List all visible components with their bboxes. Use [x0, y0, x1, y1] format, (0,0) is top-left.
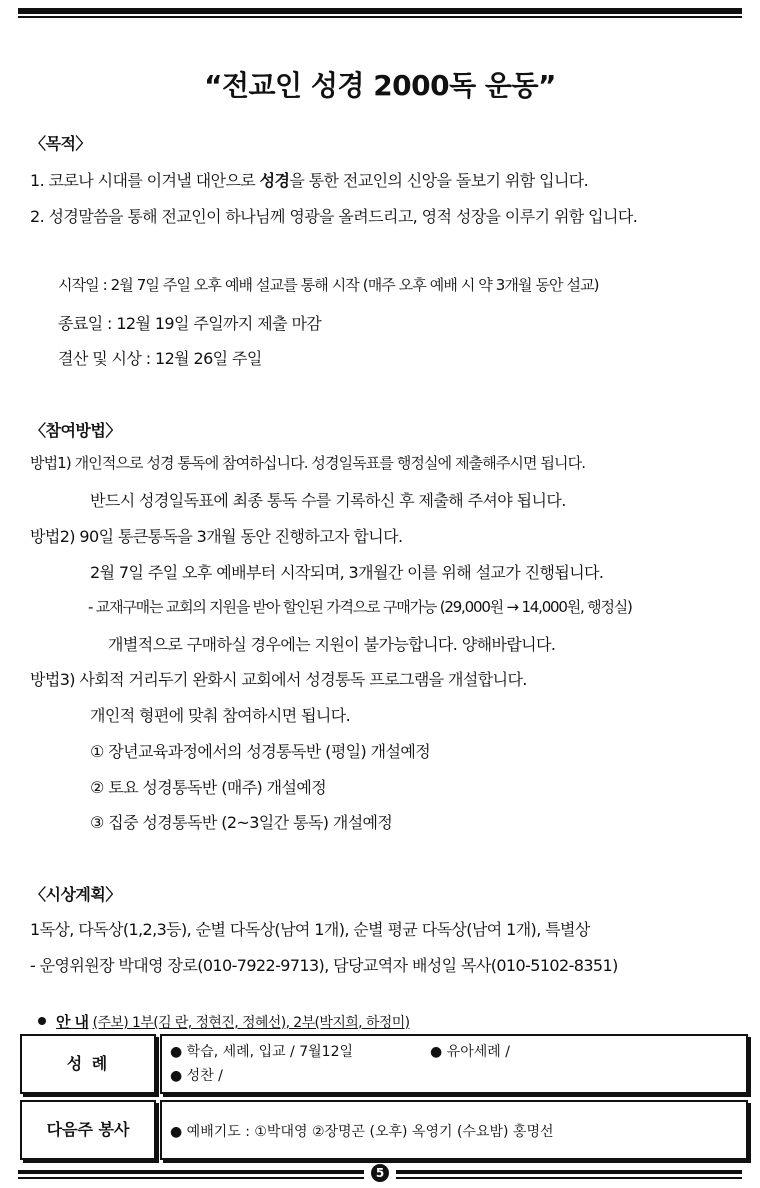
method-3-item: ① 장년교육과정에서의 성경통독반 (평일) 개설예정 [90, 742, 431, 761]
sacrament-label-box [20, 1034, 156, 1094]
method-heading: 〈참여방법〉 [30, 421, 121, 440]
method-1: 방법1) 개인적으로 성경 통독에 참여하십니다. 성경일독표를 행정실에 제출해주시면 됩니다. [30, 454, 586, 472]
awards-line-1: 1독상, 다독상(1,2,3등), 순별 다독상(남여 1개), 순별 평균 다독상(남여 1개), 특별상 [30, 920, 590, 939]
sacrament-line-1b: ● 유아세례 / [430, 1044, 510, 1060]
awards-heading: 〈시상계획〉 [30, 885, 121, 904]
schedule-end: 종료일 : 12월 19일 주일까지 제출 마감 [58, 314, 322, 333]
service-content-box [160, 1100, 748, 1160]
bottom-rule-right [396, 1170, 742, 1174]
schedule-start: 시작일 : 2월 7일 주일 오후 예배 설교를 통해 시작 (매주 오후 예배 시 약 3개월 동안 설교) [58, 276, 599, 294]
method-3: 방법3) 사회적 거리두기 완화시 교회에서 성경통독 프로그램을 개설합니다. [30, 670, 527, 689]
method-2-sub3: 개별적으로 구매하실 경우에는 지원이 불가능합니다. 양해바랍니다. [108, 635, 556, 654]
sacrament-label: 성 례 [66, 1054, 110, 1073]
awards-line-2: - 운영위원장 박대영 장로(010-7922-9713), 담당교역자 배성일 목사(010-5102-8351) [30, 956, 618, 975]
method-3-sub: 개인적 형편에 맞춰 참여하시면 됩니다. [90, 706, 351, 725]
method-2: 방법2) 90일 통큰통독을 3개월 동안 진행하고자 합니다. [30, 527, 403, 546]
bottom-rule-right-thin [396, 1177, 742, 1179]
notice-text: (주보) 1부(김 란, 정현진, 정혜선), 2부(박지희, 하정미) [92, 1015, 410, 1031]
service-text: ● 예배기도 : ①박대영 ②장명곤 (오후) 옥영기 (수요밤) 홍명선 [170, 1124, 554, 1140]
service-label-box [20, 1100, 156, 1160]
service-label: 다음주 봉사 [46, 1120, 130, 1139]
method-3-item: ② 토요 성경통독반 (매주) 개설예정 [90, 778, 327, 797]
bottom-rule-left [18, 1170, 364, 1174]
sacrament-line-2: ● 성찬 / [170, 1068, 223, 1084]
notice-label: 안 내 [56, 1013, 89, 1031]
purpose-item-2: 2. 성경말씀을 통해 전교인이 하나님께 영광을 올려드리고, 영적 성장을 이루기 위함 입니다. [30, 207, 638, 226]
top-rule-thin [18, 16, 742, 18]
schedule-award: 결산 및 시상 : 12월 26일 주일 [58, 349, 262, 368]
bottom-rule-left-thin [18, 1177, 364, 1179]
top-rule [18, 8, 742, 14]
bullet-icon [38, 1017, 46, 1025]
method-2-sub1: 2월 7일 주일 오후 예배부터 시작되며, 3개월간 이를 위해 설교가 진행됩니다. [90, 563, 604, 582]
method-2-sub2: - 교재구매는 교회의 지원을 받아 할인된 가격으로 구매가능 (29,000원 → 14,000원, 행정실) [88, 598, 632, 616]
page-number: 5 [371, 1164, 389, 1182]
purpose-item-1: 1. 코로나 시대를 이겨낼 대안으로 성경을 통한 전교인의 신앙을 돌보기 위함 입니다. [30, 171, 589, 190]
sacrament-content-box [160, 1034, 748, 1094]
method-1-sub: 반드시 성경일독표에 최종 통독 수를 기록하신 후 제출해 주셔야 됩니다. [90, 491, 566, 510]
purpose-heading: 〈목적〉 [30, 134, 91, 153]
method-3-item: ③ 집중 성경통독반 (2~3일간 통독) 개설예정 [90, 813, 393, 832]
sacrament-line-1a: ● 학습, 세례, 입교 / 7월12일 [170, 1044, 353, 1060]
page-title: “전교인 성경 2000독 운동” [204, 69, 556, 102]
notice-line [38, 1011, 410, 1032]
